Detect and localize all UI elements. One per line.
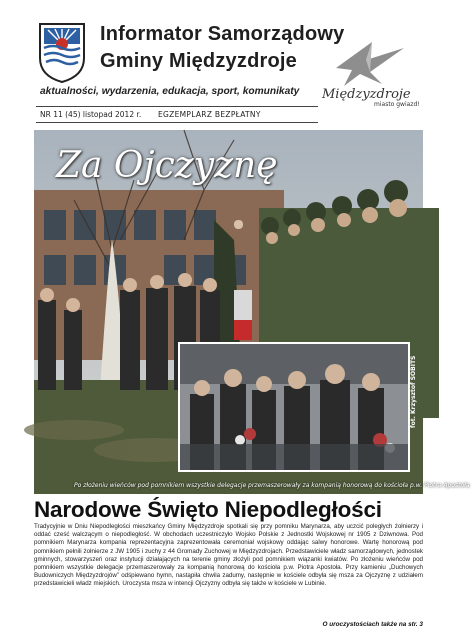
photo-credit: fot. Krzysztof SOBITS	[410, 355, 417, 428]
free-copy-label: EGZEMPLARZ BEZPŁATNY	[158, 110, 261, 119]
cover-headline: Za Ojczyznę	[56, 145, 278, 186]
tagline: aktualności, wydarzenia, edukacja, sport, komunikaty	[40, 86, 300, 97]
continued-note: O uroczystościach także na str. 3	[322, 621, 423, 628]
divider	[36, 106, 318, 107]
inset-photo-scene	[180, 344, 408, 470]
issue-number: NR 11 (45) listopad 2012 r.	[40, 110, 142, 119]
star-bird-logo-icon	[330, 38, 408, 88]
cover-photo	[34, 130, 471, 494]
photo-caption: Po złożeniu wieńców pod pomnikiem wszystkie delegacje przemaszerowały za kompanią honorową do kościoła p.w. Piotra Apostoła.	[74, 482, 471, 489]
masthead	[0, 0, 449, 128]
logo-slogan: miasto gwiazd!	[374, 101, 420, 108]
crest-icon	[38, 22, 86, 84]
inset-photo	[178, 342, 410, 472]
logo-wordmark: Międzyzdroje	[322, 87, 411, 102]
masthead-title-line2: Gminy Międzyzdroje	[100, 50, 297, 72]
masthead-title-line1: Informator Samorządowy	[100, 23, 345, 45]
article-body: Tradycyjnie w Dniu Niepodległości mieszkańcy Gminy Międzyzdroje spotkali się przy pomniku Marynarza, aby uczcić poległych żołnierzy i oddać cześć walczącym o niepodległość. W obchodach uczestniczyło Wojsko Polskie z Jednostki Wojskowej nr 1905 z Dziwnowa. Pod pomnikiem Marynarza kompania reprezentacyjna zaprezentowała ceremoniał wojskowy oddając salwy honorowe. Wartę honorową pod pomnikiem pełnili żołnierze z JW 1905 i zuchy z 44 Gromady Zuchowej w Międzyzdrojach. Przedstawiciele władz samorządowych, jednostek gminnych, stowarzyszeń oraz instytucji działających na terenie gminy złożyli pod pomnikiem wiązanki kwiatów. Po złożeniu wieńców pod pomnikiem wszystkie delegacje przemaszerowały za kompanią honorową do kościoła p.w. Piotra Apostoła. Przy kamieniu „Duchowych Budowniczych Międzyzdrojów” odśpiewano hymn, nastąpiła chwila zadumy, następnie w kościele odbyła się msza za Ojczyznę z udziałem przedstawicieli władz miejskich. Uroczysta msza w intencji Ojczyzny odbyła się także w kościele w Lubinie.	[34, 523, 423, 588]
article-title: Narodowe Święto Niepodległości	[34, 497, 382, 522]
divider	[36, 122, 318, 123]
